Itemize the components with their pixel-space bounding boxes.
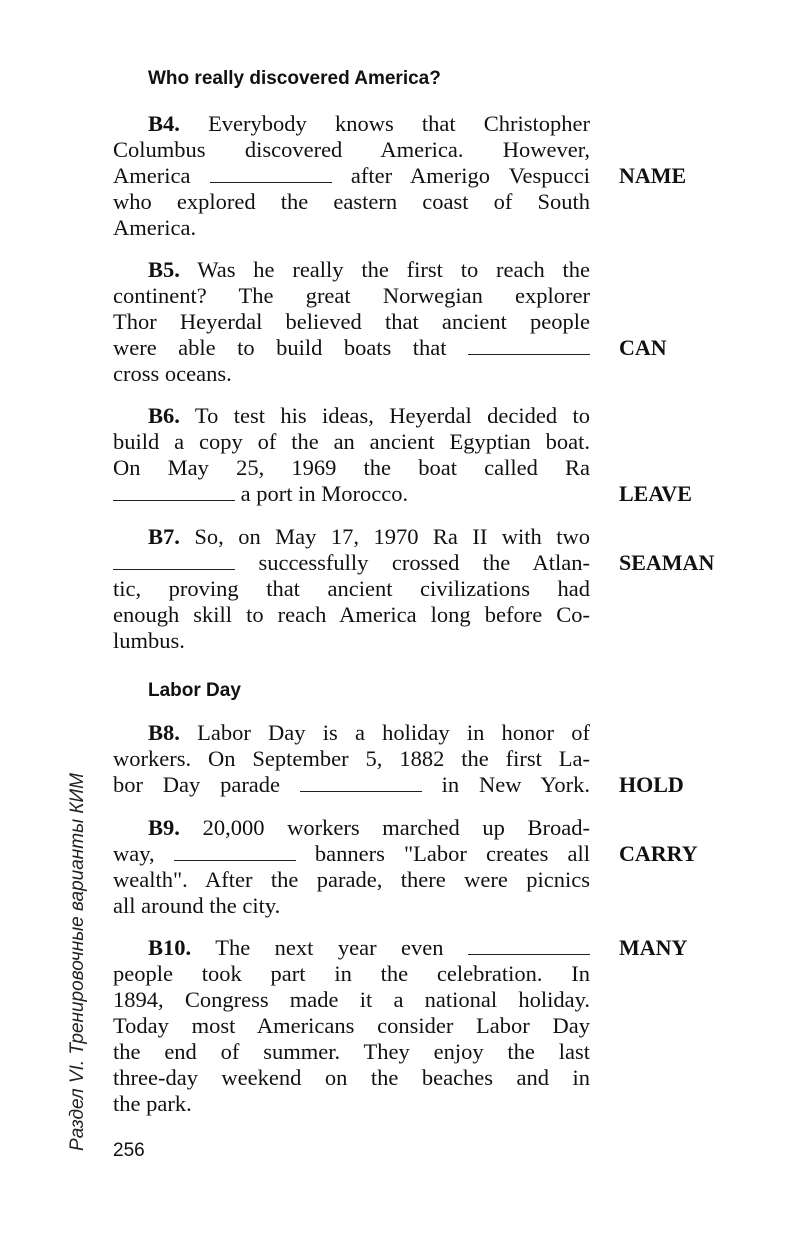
section-title-america: Who really discovered America? [148,68,441,89]
task-number: B10. [148,935,192,960]
task-number: B8. [148,720,180,745]
task-b7: B7. So, on May 17, 1970 Ra II with two successfully crossed the Atlan- tic, proving that ancient civilizations had enough skill to reach America long before Co- lumbus. [113,524,590,653]
answer-blank[interactable] [113,482,235,501]
keyword-b10: MANY [619,935,688,960]
task-number: B9. [148,815,180,840]
keyword-b9: CARRY [619,841,698,866]
answer-blank[interactable] [468,336,590,355]
section-title-labor-day: Labor Day [148,680,241,701]
task-b4: B4. Everybody knows that Christopher Columbus discovered America. However, America after Amerigo Vespucci who explored the eastern coast of South America. [113,111,591,240]
task-b9: B9. 20,000 workers marched up Broad- way, banners "Labor creates all wealth". After the parade, there were picnics all around the city. [113,815,590,918]
page-number: 256 [113,1140,145,1161]
task-number: B6. [148,403,180,428]
keyword-b5: CAN [619,335,667,360]
answer-blank[interactable] [468,936,590,955]
keyword-b7: SEAMAN [619,550,715,575]
answer-blank[interactable] [113,551,235,570]
keyword-b6: LEAVE [619,481,692,506]
task-b5: B5. Was he really the first to reach the continent? The great Norwegian explorer Thor Heyerdal believed that ancient people were able to build boats that cross oceans. [113,257,590,386]
answer-blank[interactable] [210,164,332,183]
task-b6: B6. To test his ideas, Heyerdal decided to build a copy of the an ancient Egyptian boat. On May 25, 1969 the boat called Ra a port in Morocco. [113,403,590,506]
task-number: B4. [148,111,180,136]
keyword-b4: NAME [619,163,687,188]
task-number: B7. [148,524,180,549]
task-b8: B8. Labor Day is a holiday in honor of workers. On September 5, 1882 the first La- bor Day parade in New York. [113,720,591,797]
keyword-b8: HOLD [619,772,684,797]
task-b10: B10. The next year even people took part in the celebration. In 1894, Congress made it a national holiday. Today most Americans consider Labor Day the end of summer. They enjoy the last three-day weekend on the beaches and in the park. [113,935,590,1116]
answer-blank[interactable] [300,773,422,792]
task-number: B5. [148,257,180,282]
answer-blank[interactable] [174,842,296,861]
